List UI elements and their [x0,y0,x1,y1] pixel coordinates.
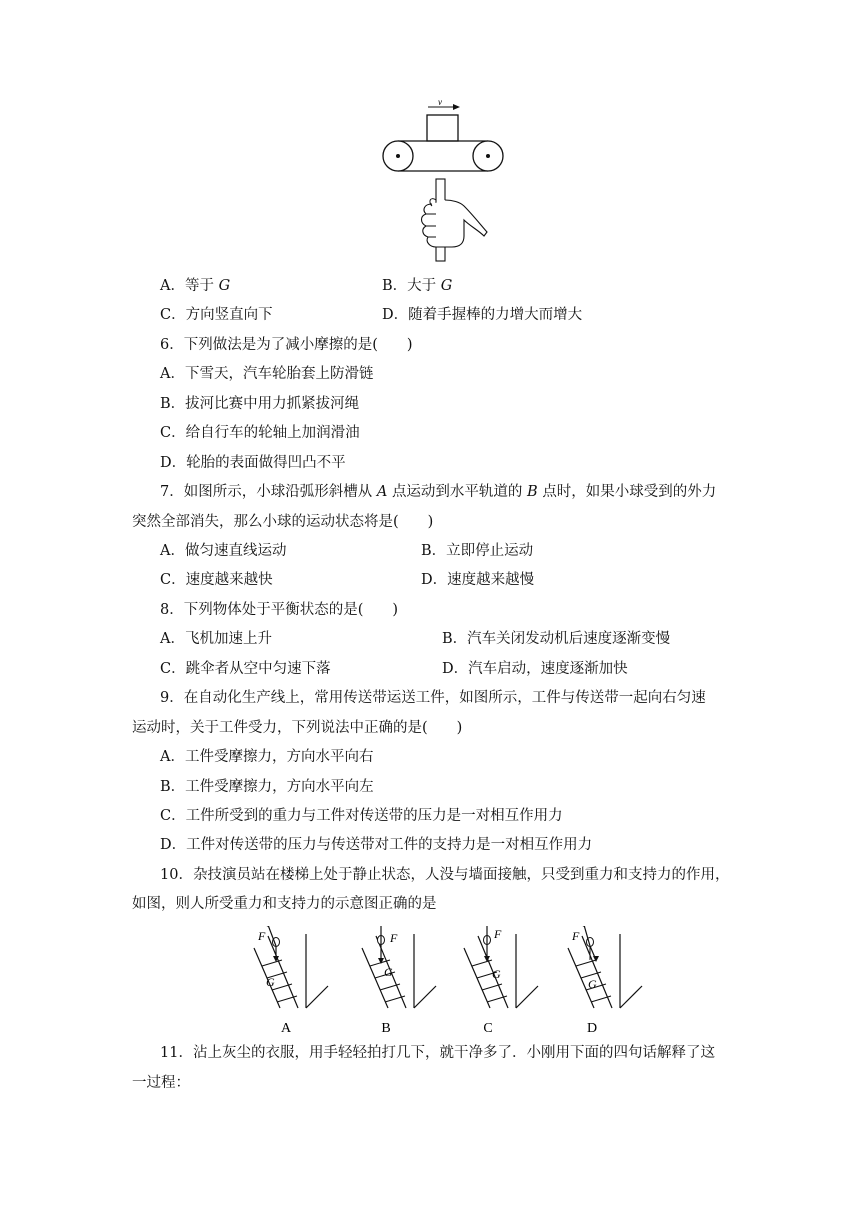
q9-option-a[interactable]: A．工件受摩擦力，方向水平向右 [160,749,374,765]
q9-option-c[interactable]: C．工件所受到的重力与工件对传送带的压力是一对相互作用力 [160,808,563,824]
q7-option-d[interactable]: D．速度越来越慢 [421,572,535,588]
q10-stem-line2: 如图，则人所受重力和支持力的示意图正确的是 [132,896,437,912]
q8-option-d[interactable]: D．汽车启动，速度逐渐加快 [442,661,628,677]
ladder-figure-d [566,926,646,1038]
force-f-label: F [572,929,580,943]
figure-label: C [483,1021,493,1036]
point-a: A [376,484,388,500]
ladder-figure-c [462,926,542,1038]
q11-stem-line1: 11．沾上灰尘的衣服，用手轻轻拍打几下，就干净多了．小刚用下面的四句话解释了这 [160,1045,715,1061]
q7-stem-line2: 突然全部消失，那么小球的运动状态将是( ) [132,514,434,530]
q8-option-b[interactable]: B．汽车关闭发动机后速度逐渐变慢 [442,631,671,647]
q9-stem-line1: 9．在自动化生产线上，常用传送带运送工件，如图所示，工件与传送带一起向右匀速 [160,690,706,706]
force-f-label: F [494,927,502,941]
conveyor-hand-figure [372,96,514,262]
force-g-label: G [266,975,275,989]
q11-stem-line2: 一过程： [132,1075,190,1091]
q8-stem: 8．下列物体处于平衡状态的是( ) [160,602,399,618]
q7-stem-line1: 7．如图所示，小球沿弧形斜槽从 A 点运动到水平轨道的 B 点时，如果小球受到的外力 [160,484,717,500]
q6-option-d[interactable]: D．轮胎的表面做得凹凸不平 [160,455,346,471]
q5-option-a[interactable]: A．等于 G [160,278,231,294]
q5-option-d[interactable]: D．随着手握棒的力增大而增大 [382,307,583,323]
q8-option-c[interactable]: C．跳伞者从空中匀速下落 [160,661,331,677]
force-f-label: F [258,929,266,943]
figure-label: B [381,1021,391,1036]
q6-stem: 6．下列做法是为了减小摩擦的是( ) [160,337,413,353]
q6-option-b[interactable]: B．拔河比赛中用力抓紧拔河绳 [160,396,360,412]
q9-option-d[interactable]: D．工件对传送带的压力与传送带对工件的支持力是一对相互作用力 [160,837,593,853]
q6-option-c[interactable]: C．给自行车的轮轴上加润滑油 [160,425,360,441]
ladder-figure-b [360,926,440,1038]
q7-option-a[interactable]: A．做匀速直线运动 [160,543,287,559]
q10-stem-line1: 10．杂技演员站在楼梯上处于静止状态，人没与墙面接触，只受到重力和支持力的作用， [160,867,730,883]
q7-option-c[interactable]: C．速度越来越快 [160,572,273,588]
ladder-figure-a [252,926,332,1038]
figure-label: D [586,1021,598,1036]
q8-option-a[interactable]: A．飞机加速上升 [160,631,272,647]
figure-label: A [280,1021,292,1036]
point-b: B [527,484,538,500]
force-f-label: F [390,931,398,945]
force-g-label: G [588,977,597,991]
q6-option-a[interactable]: A．下雪天，汽车轮胎套上防滑链 [160,366,374,382]
q7-option-b[interactable]: B．立即停止运动 [421,543,534,559]
force-g-label: G [384,965,393,979]
velocity-label: v [438,97,442,107]
q9-stem-line2: 运动时，关于工件受力，下列说法中正确的是( ) [132,720,463,736]
q5-option-c[interactable]: C．方向竖直向下 [160,307,273,323]
q9-option-b[interactable]: B．工件受摩擦力，方向水平向左 [160,779,374,795]
force-g-label: G [492,967,501,981]
q5-option-b[interactable]: B．大于 G [382,278,453,294]
